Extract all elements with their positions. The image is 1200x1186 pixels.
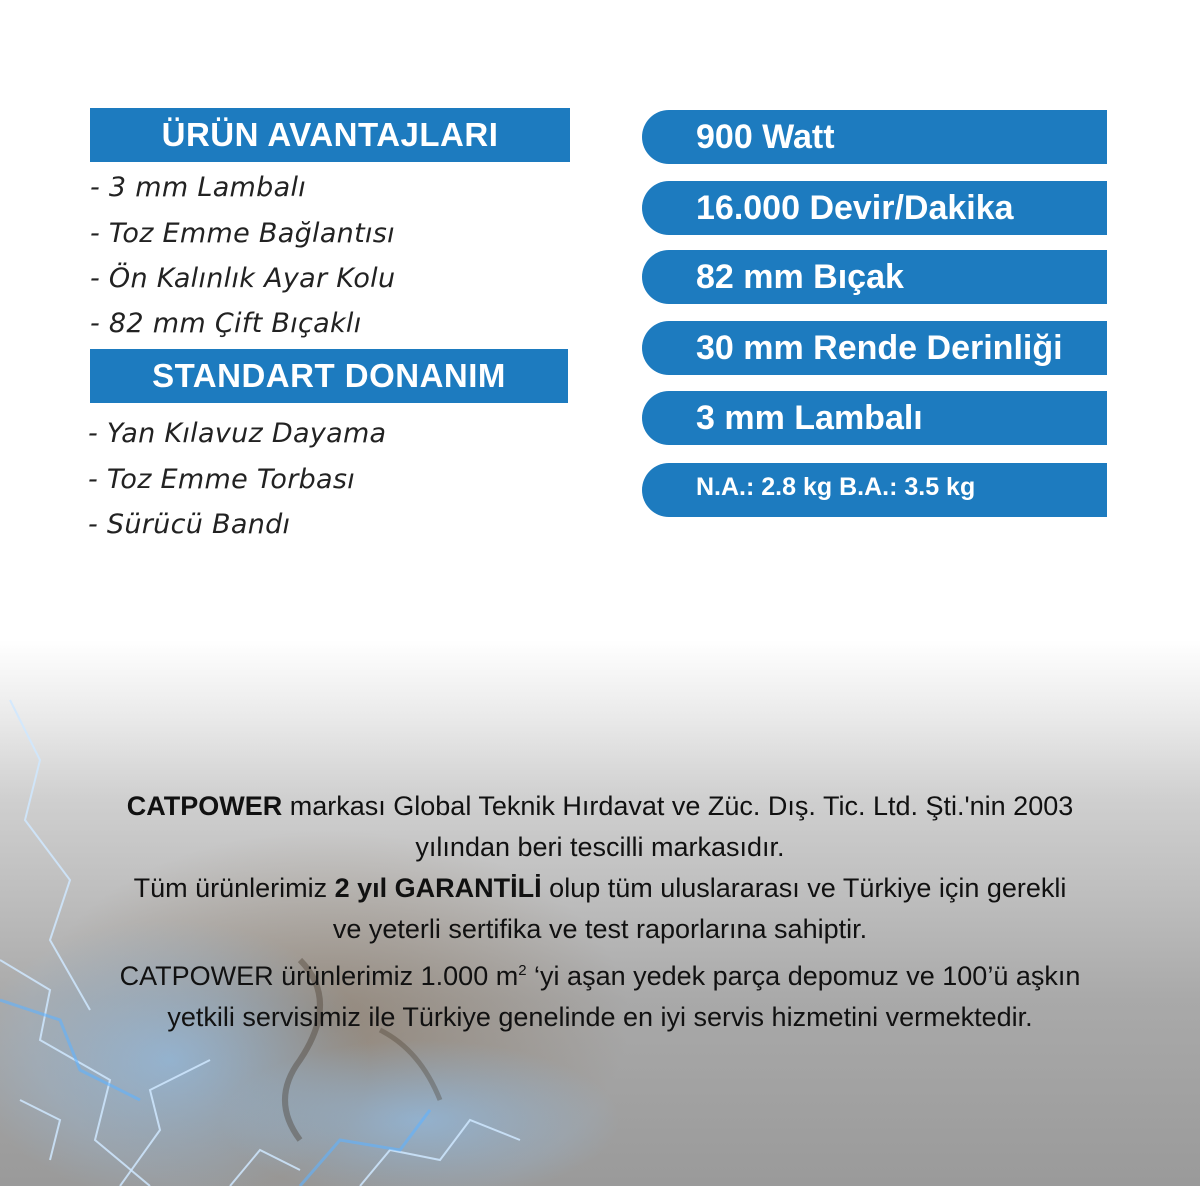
footer-line: CATPOWER markası Global Teknik Hırdavat ve Züc. Dış. Tic. Ltd. Şti.'nin 2003 <box>126 791 1074 821</box>
footer-line: yetkili servisimiz ile Türkiye genelinde en iyi servis hizmetini vermektedir. <box>167 1002 1033 1032</box>
spec-depth: 30 mm Rende Derinliği <box>642 321 1107 375</box>
warranty-highlight: 2 yıl GARANTİLİ <box>334 873 542 903</box>
footer-line: ve yeterli sertifika ve test raporlarına sahiptir. <box>332 914 868 944</box>
list-item: - Toz Emme Bağlantısı <box>90 218 395 249</box>
warranty-paragraph <box>40 786 1160 1038</box>
spec-speed: 16.000 Devir/Dakika <box>642 181 1107 235</box>
spec-power: 900 Watt <box>642 110 1107 164</box>
footer-line: yılından beri tescilli markasıdır. <box>415 832 785 862</box>
list-item: - 82 mm Çift Bıçaklı <box>90 308 362 339</box>
footer-line: Tüm ürünlerimiz 2 yıl GARANTİLİ olup tüm uluslararası ve Türkiye için gerekli <box>133 873 1067 903</box>
list-item: - 3 mm Lambalı <box>90 172 307 203</box>
list-item: - Ön Kalınlık Ayar Kolu <box>90 263 396 294</box>
list-item: - Sürücü Bandı <box>88 509 291 540</box>
equipment-heading: STANDART DONANIM <box>90 349 568 403</box>
footer-line: CATPOWER ürünlerimiz 1.000 $m^2$ ‘yi aşan yedek parça depomuz ve 100’ü aşkın <box>119 961 1081 991</box>
spec-weight: N.A.: 2.8 kg B.A.: 3.5 kg <box>642 463 1107 517</box>
spec-blade: 82 mm Bıçak <box>642 250 1107 304</box>
brand-name: CATPOWER <box>126 791 283 821</box>
advantages-heading: ÜRÜN AVANTAJLARI <box>90 108 570 162</box>
spec-rabbet: 3 mm Lambalı <box>642 391 1107 445</box>
list-item: - Toz Emme Torbası <box>88 464 356 495</box>
list-item: - Yan Kılavuz Dayama <box>88 418 387 449</box>
